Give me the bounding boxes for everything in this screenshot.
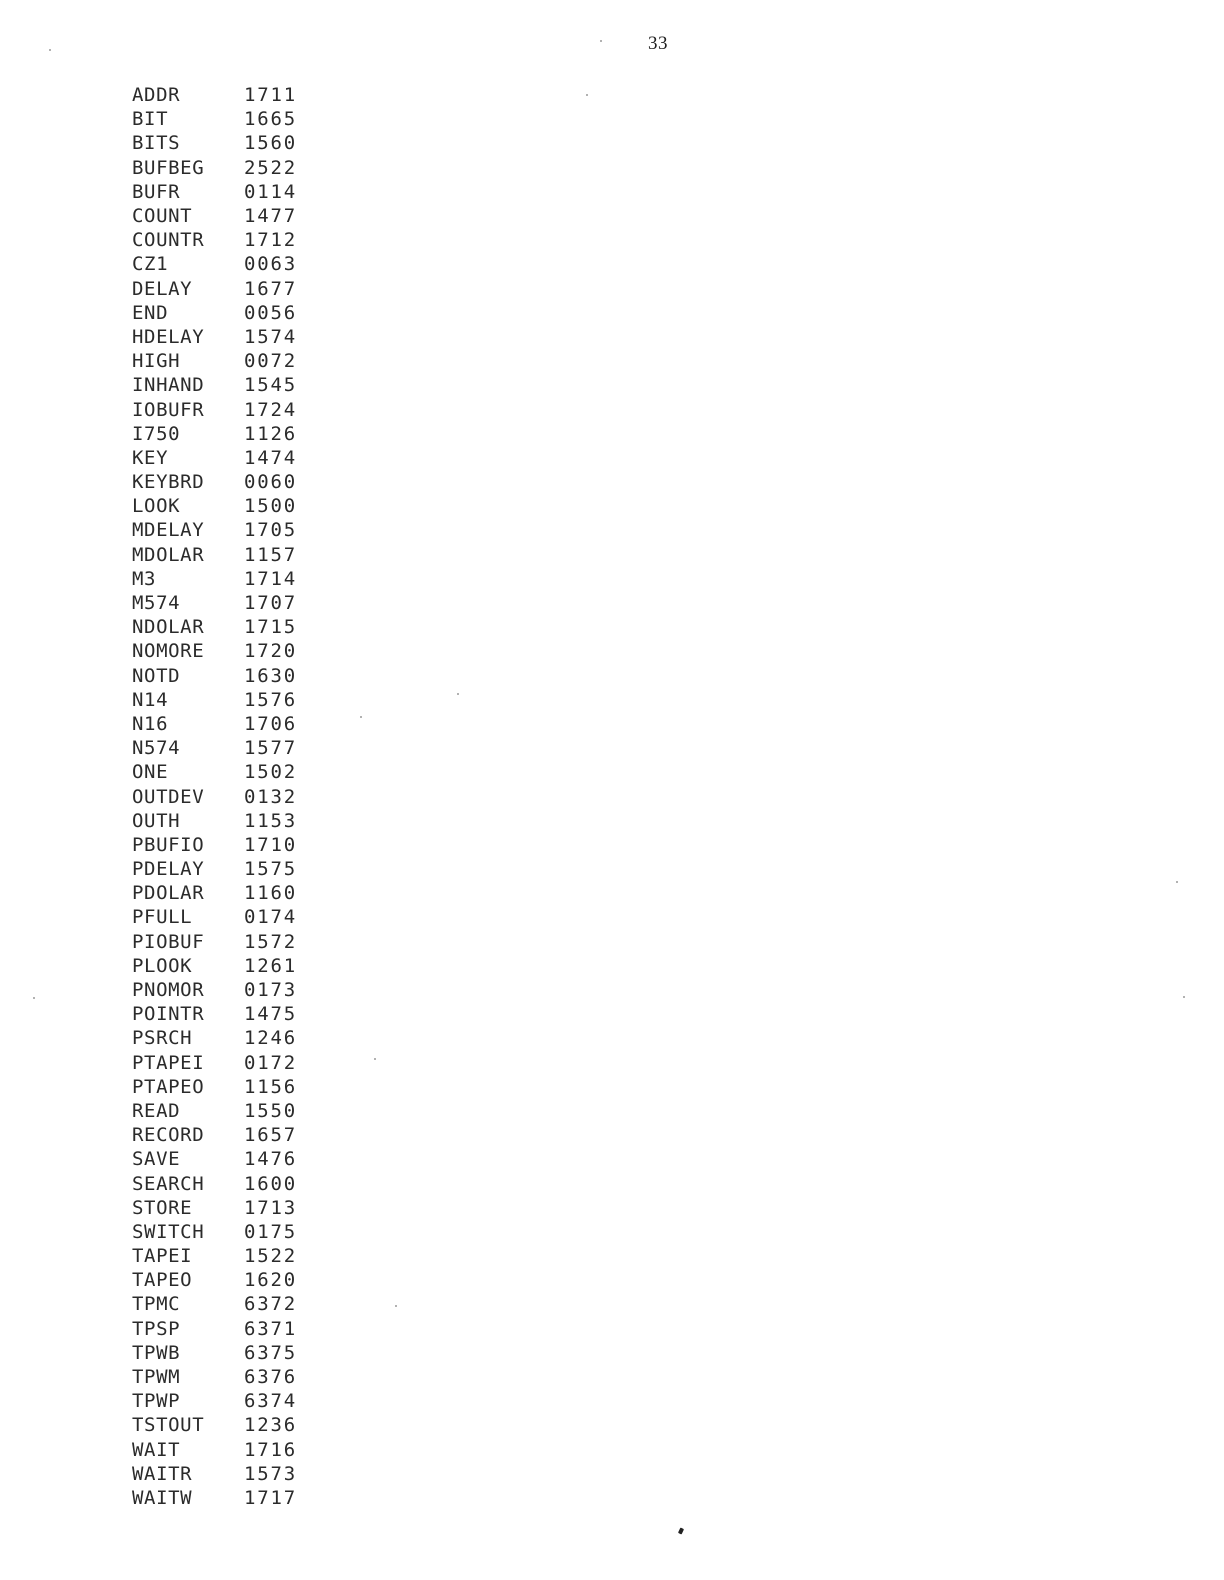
scan-speck: [360, 716, 362, 718]
scan-speck: [374, 1058, 376, 1060]
symbol-name: TPWM: [132, 1366, 181, 1389]
symbol-address: 0056: [244, 301, 297, 324]
symbol-address: 1577: [244, 737, 297, 760]
symbol-address: 0072: [244, 350, 297, 373]
symbol-address: 1261: [244, 954, 297, 977]
symbol-address: 1600: [244, 1172, 297, 1195]
symbol-name: PIOBUF: [132, 930, 205, 953]
symbol-row: [132, 1389, 297, 1413]
symbol-name: DELAY: [132, 277, 193, 300]
symbol-row: [132, 615, 297, 639]
symbol-name: BUFR: [132, 180, 181, 203]
symbol-row: [132, 1268, 297, 1292]
symbol-name: NOTD: [132, 664, 181, 687]
symbol-row: [132, 349, 297, 373]
symbol-row: [132, 688, 297, 712]
symbol-name: MDELAY: [132, 519, 205, 542]
symbol-row: [132, 373, 297, 397]
symbol-row: [132, 1341, 297, 1365]
symbol-address: 0174: [244, 906, 297, 929]
symbol-name: OUTDEV: [132, 785, 205, 808]
symbol-name: PLOOK: [132, 954, 193, 977]
symbol-row: [132, 180, 297, 204]
symbol-name: PSRCH: [132, 1027, 193, 1050]
symbol-row: [132, 664, 297, 688]
symbol-address: 1575: [244, 858, 297, 881]
symbol-address: 1706: [244, 712, 297, 735]
symbol-name: TSTOUT: [132, 1414, 205, 1437]
symbol-address: 1630: [244, 664, 297, 687]
symbol-address: 1156: [244, 1075, 297, 1098]
symbol-address: 1550: [244, 1099, 297, 1122]
scan-speck: [1176, 881, 1178, 883]
symbol-address: 6375: [244, 1341, 297, 1364]
symbol-row: [132, 422, 297, 446]
symbol-address: 1707: [244, 592, 297, 615]
symbol-name: TPMC: [132, 1293, 181, 1316]
symbol-name: OUTH: [132, 809, 181, 832]
symbol-address: 0114: [244, 180, 297, 203]
symbol-row: [132, 1147, 297, 1171]
symbol-name: HIGH: [132, 350, 181, 373]
scan-speck: [33, 997, 35, 999]
symbol-address: 1716: [244, 1438, 297, 1461]
symbol-address: 1712: [244, 229, 297, 252]
symbol-address: 1545: [244, 374, 297, 397]
symbol-row: [132, 1220, 297, 1244]
symbol-name: KEYBRD: [132, 471, 205, 494]
symbol-row: [132, 1051, 297, 1075]
symbol-address: 1714: [244, 567, 297, 590]
symbol-address: 0172: [244, 1051, 297, 1074]
symbol-row: [132, 1438, 297, 1462]
symbol-address: 1710: [244, 833, 297, 856]
symbol-name: PFULL: [132, 906, 193, 929]
symbol-row: [132, 83, 297, 107]
symbol-address: 1153: [244, 809, 297, 832]
symbol-row: [132, 1099, 297, 1123]
symbol-name: STORE: [132, 1196, 193, 1219]
symbol-address: 1572: [244, 930, 297, 953]
symbol-address: 1665: [244, 108, 297, 131]
symbol-name: ONE: [132, 761, 169, 784]
symbol-row: [132, 107, 297, 131]
symbol-row: [132, 1292, 297, 1316]
symbol-name: WAITR: [132, 1462, 193, 1485]
symbol-name: M3: [132, 567, 157, 590]
symbol-row: [132, 1171, 297, 1195]
symbol-row: [132, 1365, 297, 1389]
symbol-address: 1576: [244, 688, 297, 711]
scan-speck: [600, 40, 602, 42]
symbol-name: NDOLAR: [132, 616, 205, 639]
symbol-row: [132, 397, 297, 421]
symbol-name: WAIT: [132, 1438, 181, 1461]
symbol-row: [132, 978, 297, 1002]
symbol-address: 0060: [244, 471, 297, 494]
symbol-address: 1500: [244, 495, 297, 518]
symbol-row: [132, 1317, 297, 1341]
symbol-address: 0175: [244, 1220, 297, 1243]
symbol-row: [132, 301, 297, 325]
symbol-row: [132, 277, 297, 301]
symbol-row: [132, 1413, 297, 1437]
symbol-row: [132, 204, 297, 228]
scan-speck: [395, 1305, 397, 1307]
symbol-name: END: [132, 301, 169, 324]
symbol-name: N574: [132, 737, 181, 760]
symbol-name: BUFBEG: [132, 156, 205, 179]
symbol-row: [132, 156, 297, 180]
symbol-row: [132, 833, 297, 857]
symbol-address: 1711: [244, 84, 297, 107]
symbol-row: [132, 784, 297, 808]
scan-speck: [49, 49, 51, 51]
symbol-name: IOBUFR: [132, 398, 205, 421]
symbol-row: [132, 1026, 297, 1050]
symbol-name: TPWP: [132, 1390, 181, 1413]
page-number: 33: [648, 33, 668, 54]
symbol-row: [132, 712, 297, 736]
symbol-name: NOMORE: [132, 640, 205, 663]
symbol-name: PDOLAR: [132, 882, 205, 905]
symbol-row: [132, 446, 297, 470]
symbol-row: [132, 591, 297, 615]
symbol-row: [132, 760, 297, 784]
symbol-name: PDELAY: [132, 858, 205, 881]
symbol-row: [132, 1196, 297, 1220]
symbol-address: 1724: [244, 398, 297, 421]
symbol-row: [132, 543, 297, 567]
symbol-name: TPWB: [132, 1341, 181, 1364]
symbol-address: 1476: [244, 1148, 297, 1171]
symbol-name: SEARCH: [132, 1172, 205, 1195]
symbol-address: 1160: [244, 882, 297, 905]
symbol-address: 1477: [244, 205, 297, 228]
symbol-row: [132, 1075, 297, 1099]
scan-speck: [457, 693, 459, 695]
symbol-address: 1705: [244, 519, 297, 542]
symbol-address: 1560: [244, 132, 297, 155]
symbol-row: [132, 1486, 297, 1510]
symbol-address: 2522: [244, 156, 297, 179]
symbol-row: [132, 131, 297, 155]
symbol-name: I750: [132, 422, 181, 445]
symbol-row: [132, 736, 297, 760]
symbol-name: WAITW: [132, 1486, 193, 1509]
symbol-address: 1502: [244, 761, 297, 784]
symbol-row: [132, 1244, 297, 1268]
symbol-name: INHAND: [132, 374, 205, 397]
symbol-name: PNOMOR: [132, 979, 205, 1002]
symbol-name: RECORD: [132, 1124, 205, 1147]
symbol-address: 1475: [244, 1003, 297, 1026]
symbol-address: 1236: [244, 1414, 297, 1437]
symbol-name: N16: [132, 712, 169, 735]
symbol-name: BITS: [132, 132, 181, 155]
symbol-name: TAPEI: [132, 1245, 193, 1268]
symbol-row: [132, 930, 297, 954]
symbol-name: ADDR: [132, 84, 181, 107]
symbol-name: TAPEO: [132, 1269, 193, 1292]
symbol-address: 6371: [244, 1317, 297, 1340]
symbol-address: 6376: [244, 1366, 297, 1389]
ink-mark: [678, 1527, 684, 1534]
symbol-row: [132, 954, 297, 978]
symbol-address: 1620: [244, 1269, 297, 1292]
symbol-row: [132, 494, 297, 518]
symbol-address: 1246: [244, 1027, 297, 1050]
symbol-address: 6374: [244, 1390, 297, 1413]
symbol-address: 1657: [244, 1124, 297, 1147]
symbol-name: LOOK: [132, 495, 181, 518]
symbol-row: [132, 252, 297, 276]
symbol-address: 1717: [244, 1486, 297, 1509]
symbol-row: [132, 1002, 297, 1026]
symbol-row: [132, 1123, 297, 1147]
symbol-row: [132, 228, 297, 252]
symbol-row: [132, 567, 297, 591]
symbol-name: POINTR: [132, 1003, 205, 1026]
symbol-name: HDELAY: [132, 325, 205, 348]
symbol-address: 1126: [244, 422, 297, 445]
symbol-name: SAVE: [132, 1148, 181, 1171]
symbol-row: [132, 325, 297, 349]
symbol-row: [132, 518, 297, 542]
symbol-name: BIT: [132, 108, 169, 131]
symbol-row: [132, 857, 297, 881]
symbol-row: [132, 1462, 297, 1486]
symbol-name: PTAPEO: [132, 1075, 205, 1098]
symbol-address: 1522: [244, 1245, 297, 1268]
symbol-name: READ: [132, 1099, 181, 1122]
symbol-name: MDOLAR: [132, 543, 205, 566]
symbol-name: N14: [132, 688, 169, 711]
symbol-table: [132, 83, 297, 1510]
symbol-address: 0132: [244, 785, 297, 808]
symbol-row: [132, 905, 297, 929]
symbol-address: 0173: [244, 979, 297, 1002]
symbol-name: COUNT: [132, 205, 193, 228]
symbol-address: 1713: [244, 1196, 297, 1219]
symbol-row: [132, 470, 297, 494]
symbol-address: 1574: [244, 325, 297, 348]
symbol-address: 1715: [244, 616, 297, 639]
symbol-address: 1720: [244, 640, 297, 663]
symbol-name: CZ1: [132, 253, 169, 276]
symbol-row: [132, 809, 297, 833]
scan-speck: [1183, 996, 1185, 998]
symbol-name: SWITCH: [132, 1220, 205, 1243]
symbol-name: COUNTR: [132, 229, 205, 252]
scan-speck: [586, 94, 588, 96]
symbol-address: 1474: [244, 446, 297, 469]
symbol-name: PTAPEI: [132, 1051, 205, 1074]
symbol-address: 6372: [244, 1293, 297, 1316]
symbol-address: 1677: [244, 277, 297, 300]
symbol-name: TPSP: [132, 1317, 181, 1340]
symbol-address: 1157: [244, 543, 297, 566]
symbol-row: [132, 881, 297, 905]
symbol-address: 1573: [244, 1462, 297, 1485]
symbol-name: M574: [132, 592, 181, 615]
symbol-name: PBUFIO: [132, 833, 205, 856]
symbol-row: [132, 639, 297, 663]
symbol-name: KEY: [132, 446, 169, 469]
symbol-address: 0063: [244, 253, 297, 276]
